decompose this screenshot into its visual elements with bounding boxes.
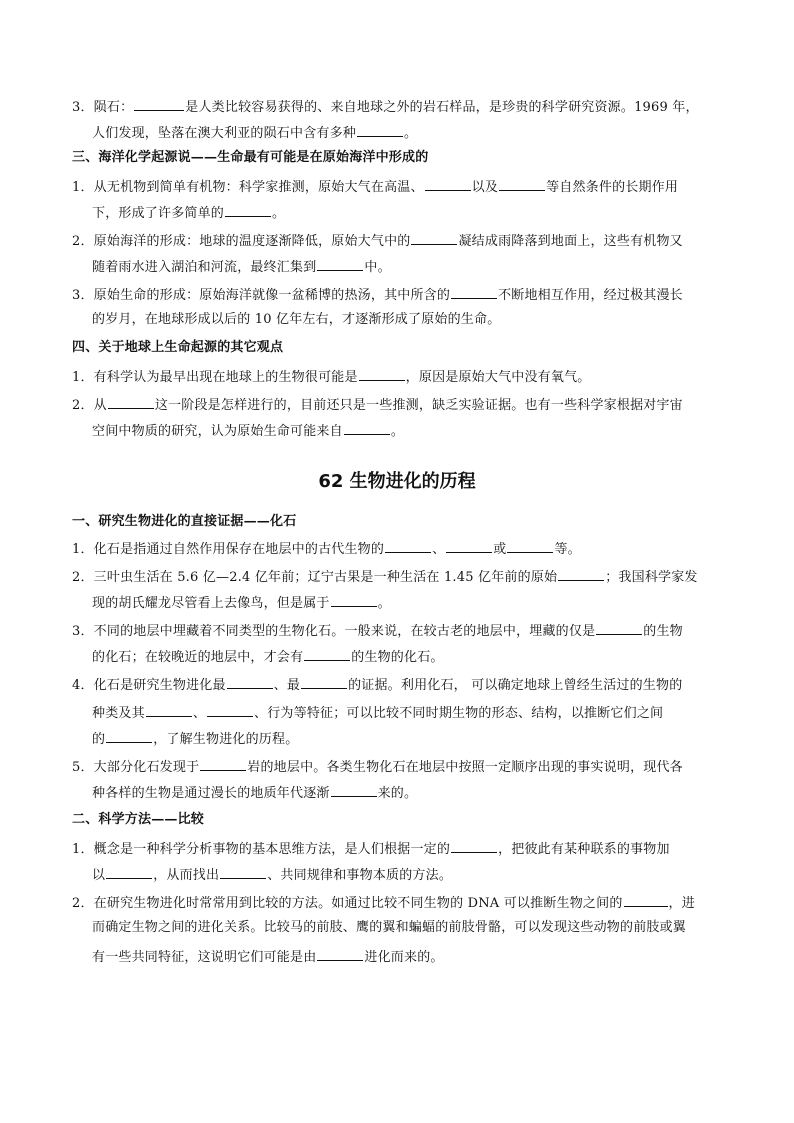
text-segment: 的生物 — [643, 624, 683, 639]
text-segment: 等。 — [554, 542, 581, 557]
fill-in-blank[interactable] — [451, 838, 497, 853]
text-segment: 二、科学方法——比较 — [72, 812, 205, 827]
text-segment: 等自然条件的长期作用 — [546, 180, 679, 195]
text-segment: 2．原始海洋的形成：地球的温度逐渐降低，原始大气中的 — [72, 234, 411, 249]
text-segment: 以 — [92, 868, 106, 883]
fill-in-blank[interactable] — [385, 538, 431, 553]
text-segment: 现的胡氏耀龙尽管看上去像鸟，但是属于 — [92, 596, 330, 611]
text-segment: ，原因是原始大气中没有氧气。 — [405, 370, 591, 385]
text-segment: ，从而找出 — [153, 868, 220, 883]
text-line — [72, 756, 732, 778]
fill-in-blank[interactable] — [446, 538, 492, 553]
text-segment: 人们发现，坠落在澳大利亚的陨石中含有多种 — [92, 126, 357, 141]
section-heading — [72, 512, 732, 532]
text-segment: 四、关于地球上生命起源的其它观点 — [72, 340, 284, 355]
text-segment: 的 — [92, 732, 106, 747]
text-line — [72, 230, 732, 252]
text-segment: 。 — [272, 206, 286, 221]
text-segment: 的证据。利用化石， 可以确定地球上曾经生活过的生物的 — [348, 678, 683, 693]
text-segment: 3．陨石： — [72, 100, 134, 115]
text-segment: 4．化石是研究生物进化最 — [72, 678, 226, 693]
fill-in-blank[interactable] — [331, 782, 377, 797]
text-segment: 、 — [192, 706, 207, 721]
text-line — [72, 366, 732, 388]
text-line — [92, 782, 732, 804]
text-segment: ；我国科学家发 — [605, 570, 698, 585]
fill-in-blank[interactable] — [317, 256, 363, 271]
fill-in-blank[interactable] — [225, 202, 271, 217]
text-line — [72, 284, 732, 306]
text-segment: 、行为等特征；可以比较不同时期生物的形态、结构，以推断它们之间 — [254, 706, 664, 721]
fill-in-blank[interactable] — [200, 756, 246, 771]
text-segment: 2．三叶虫生活在 5.6 亿—2.4 亿年前；辽宁古果是一种生活在 1.45 亿年前的原始 — [72, 570, 558, 585]
fill-in-blank[interactable] — [304, 646, 350, 661]
text-segment: 来的。 — [377, 786, 418, 801]
text-line — [72, 96, 732, 118]
section-title: 62 生物进化的历程 — [318, 471, 476, 492]
fill-in-blank[interactable] — [507, 538, 553, 553]
text-line — [92, 728, 732, 750]
text-segment: 、共同规律和事物本质的方法。 — [267, 868, 453, 883]
text-segment: 一、研究生物进化的直接证据——化石 — [72, 514, 297, 529]
fill-in-blank[interactable] — [499, 176, 545, 191]
text-segment: 或 — [493, 542, 507, 557]
text-segment: 这一阶段是怎样进行的，目前还只是一些推测，缺乏实验证据。也有一些科学家根据对宇宙 — [154, 398, 683, 413]
text-line — [92, 646, 732, 668]
text-segment: 的岁月，在地球形成以后的 10 亿年左右，才逐渐形成了原始的生命。 — [92, 312, 501, 327]
text-segment: 5．大部分化石发现于 — [72, 760, 200, 775]
section-heading — [72, 338, 732, 358]
fill-in-blank[interactable] — [227, 674, 273, 689]
fill-in-blank[interactable] — [558, 566, 604, 581]
text-line — [92, 864, 732, 886]
text-segment: 中。 — [364, 260, 391, 275]
text-line — [92, 202, 732, 224]
fill-in-blank[interactable] — [301, 674, 347, 689]
text-line — [72, 674, 732, 696]
text-segment: 有一些共同特征，这说明它们可能是由 — [92, 950, 317, 965]
text-segment: ，进 — [668, 896, 695, 911]
fill-in-blank[interactable] — [331, 592, 377, 607]
text-segment: 不断地相互作用，经过极其漫长 — [498, 288, 683, 303]
fill-in-blank[interactable] — [425, 176, 471, 191]
text-segment: ，了解生物进化的历程。 — [153, 732, 299, 747]
text-line — [72, 838, 732, 860]
fill-in-blank[interactable] — [220, 864, 266, 879]
text-segment: 1．概念是一种科学分析事物的基本思维方法，是人们根据一定的 — [72, 842, 451, 857]
text-segment: 3．原始生命的形成：原始海洋就像一盆稀博的热汤，其中所含的 — [72, 288, 451, 303]
text-segment: 种类及其 — [92, 706, 145, 721]
text-segment: 种各样的生物是通过漫长的地质年代逐渐 — [92, 786, 330, 801]
text-line — [72, 176, 732, 198]
text-segment: 空间中物质的研究，认为原始生命可能来自 — [92, 424, 343, 439]
fill-in-blank[interactable] — [134, 96, 184, 111]
fill-in-blank[interactable] — [106, 864, 152, 879]
text-segment: 随着雨水进入湖泊和河流，最终汇集到 — [92, 260, 317, 275]
text-line — [92, 702, 732, 724]
text-line — [72, 566, 732, 588]
fill-in-blank[interactable] — [317, 946, 363, 961]
fill-in-blank[interactable] — [596, 620, 642, 635]
text-line — [92, 946, 732, 968]
text-segment: 进化而来的。 — [364, 950, 444, 965]
text-segment: 。 — [377, 596, 391, 611]
text-segment: 以及 — [471, 180, 499, 195]
text-segment: 、 — [432, 542, 446, 557]
text-segment: 、最 — [273, 678, 301, 693]
fill-in-blank[interactable] — [106, 728, 152, 743]
text-segment: 凝结成雨降落到地面上，这些有机物又 — [458, 234, 683, 249]
text-segment: 1．从无机物到简单有机物：科学家推测，原始大气在高温、 — [72, 180, 424, 195]
fill-in-blank[interactable] — [451, 284, 497, 299]
text-line — [72, 538, 732, 560]
text-line — [92, 420, 732, 442]
text-segment: 三、海洋化学起源说——生命最有可能是在原始海洋中形成的 — [72, 150, 429, 165]
text-segment: 1．化石是指通过自然作用保存在地层中的古代生物的 — [72, 542, 385, 557]
fill-in-blank[interactable] — [411, 230, 457, 245]
text-line — [72, 892, 732, 914]
text-segment: 岩的地层中。各类生物化石在地层中按照一定顺序出现的事实说明，现代各 — [247, 760, 683, 775]
text-line — [92, 592, 732, 614]
text-segment: 2．从 — [72, 398, 107, 413]
fill-in-blank[interactable] — [207, 702, 253, 717]
fill-in-blank[interactable] — [357, 122, 403, 137]
text-segment: 2．在研究生物进化时常常用到比较的方法。如通过比较不同生物的 DNA 可以推断生物之间的 — [72, 896, 623, 911]
text-segment: 3．不同的地层中埋藏着不同类型的生物化石。一般来说，在较古老的地层中，埋藏的仅是 — [72, 624, 596, 639]
text-line — [72, 394, 732, 416]
text-line — [92, 310, 732, 330]
fill-in-blank[interactable] — [108, 394, 154, 409]
fill-in-blank[interactable] — [146, 702, 192, 717]
text-line — [92, 918, 732, 938]
section-heading — [72, 810, 732, 830]
text-segment: 而确定生物之间的进化关系。比较马的前肢、鹰的翼和蝙蝠的前肢骨骼，可以发现这些动物的前肢或翼 — [92, 920, 687, 935]
text-segment: 是人类比较容易获得的、来自地球之外的岩石样品，是珍贵的科学研究资源。1969 年， — [185, 100, 699, 115]
text-segment: 的生物的化石。 — [351, 650, 444, 665]
text-segment: 的化石；在较晚近的地层中，才会有 — [92, 650, 304, 665]
text-line — [92, 122, 732, 144]
text-segment: 。 — [390, 424, 405, 439]
text-segment: ，把彼此有某种联系的事物加 — [498, 842, 670, 857]
fill-in-blank[interactable] — [344, 420, 390, 435]
fill-in-blank[interactable] — [624, 892, 668, 907]
section-heading — [72, 148, 732, 168]
text-segment: 。 — [404, 126, 418, 141]
fill-in-blank[interactable] — [359, 366, 405, 381]
text-line — [92, 256, 732, 278]
text-segment: 下，形成了许多简单的 — [92, 206, 225, 221]
text-line — [72, 620, 732, 642]
text-segment: 1．有科学认为最早出现在地球上的生物很可能是 — [72, 370, 358, 385]
